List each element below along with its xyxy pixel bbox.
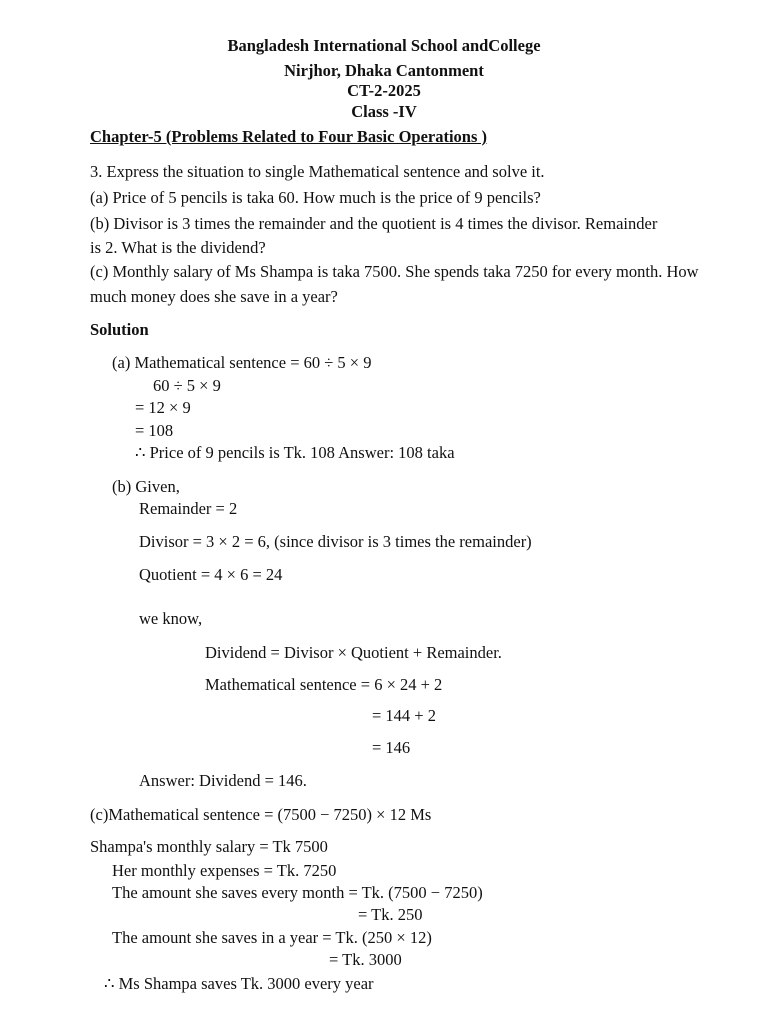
question-b-line1: (b) Divisor is 3 times the remainder and the quotient is 4 times the divisor. Remainder	[90, 214, 658, 233]
b-given: (b) Given,	[112, 477, 180, 496]
c-salary: Shampa's monthly salary = Tk 7500	[90, 837, 328, 856]
a-step3: = 108	[135, 421, 174, 440]
a-step2: = 12 × 9	[135, 398, 191, 417]
b-divisor: Divisor = 3 × 2 = 6, (since divisor is 3 times the remainder)	[139, 532, 532, 551]
b-sentence: Mathematical sentence = 6 × 24 + 2	[205, 675, 443, 694]
c-yearly-savings: The amount she saves in a year = Tk. (250 × 12)	[112, 928, 432, 947]
c-expenses: Her monthly expenses = Tk. 7250	[112, 861, 337, 880]
school-name: Bangladesh International School andCollege	[227, 36, 541, 55]
b-answer: Answer: Dividend = 146.	[139, 771, 307, 790]
b-we-know: we know,	[139, 609, 203, 628]
a-sentence: (a) Mathematical sentence = 60 ÷ 5 × 9	[112, 353, 372, 372]
question-a: (a) Price of 5 pencils is taka 60. How much is the price of 9 pencils?	[90, 188, 541, 207]
chapter-heading: Chapter-5 (Problems Related to Four Basic Operations )	[90, 127, 488, 146]
b-step2: = 146	[372, 738, 411, 757]
c-conclusion: ∴ Ms Shampa saves Tk. 3000 every year	[104, 974, 374, 993]
solution-heading: Solution	[90, 320, 149, 339]
question-intro: 3. Express the situation to single Mathematical sentence and solve it.	[90, 162, 545, 181]
b-quotient: Quotient = 4 × 6 = 24	[139, 565, 283, 584]
question-c-line2: much money does she save in a year?	[90, 287, 338, 306]
c-monthly-result: = Tk. 250	[358, 905, 423, 924]
class-title: Class -IV	[351, 102, 417, 121]
a-step1: 60 ÷ 5 × 9	[153, 376, 221, 395]
school-location: Nirjhor, Dhaka Cantonment	[284, 61, 484, 80]
c-yearly-result: = Tk. 3000	[329, 950, 402, 969]
b-formula: Dividend = Divisor × Quotient + Remainder.	[205, 643, 502, 662]
b-remainder: Remainder = 2	[139, 499, 238, 518]
a-answer: ∴ Price of 9 pencils is Tk. 108 Answer: 108 taka	[135, 443, 455, 462]
b-step1: = 144 + 2	[372, 706, 436, 725]
c-sentence: (c)Mathematical sentence = (7500 − 7250) × 12 Ms	[90, 805, 432, 824]
test-title: CT-2-2025	[347, 81, 421, 100]
c-monthly-savings: The amount she saves every month = Tk. (7500 − 7250)	[112, 883, 483, 902]
question-c-line1: (c) Monthly salary of Ms Shampa is taka 7500. She spends taka 7250 for every month. How	[90, 262, 699, 281]
question-b-line2: is 2. What is the dividend?	[90, 238, 266, 257]
